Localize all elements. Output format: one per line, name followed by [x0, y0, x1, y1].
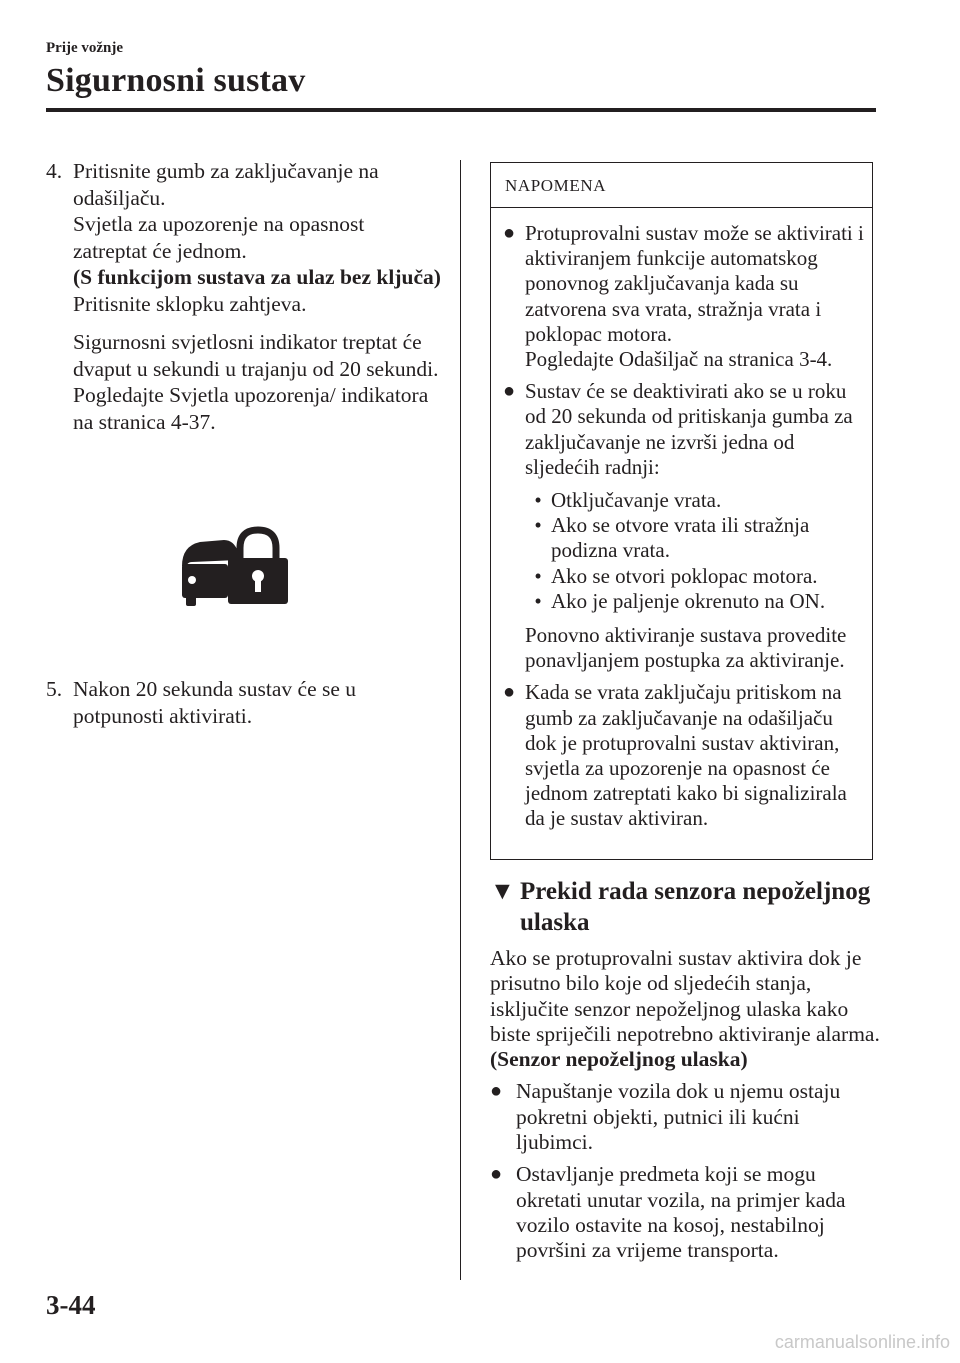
step-text: Pritisnite sklopku zahtjeva. — [73, 291, 307, 316]
sub-item: • Otključavanje vrata. — [525, 488, 866, 513]
left-column — [46, 158, 441, 435]
sub-bullet: • — [534, 588, 542, 613]
bullet-dot: ● — [490, 1080, 503, 1103]
bullet-dot: ● — [490, 1163, 503, 1186]
sub-bullet: • — [534, 563, 542, 588]
section-heading-text: Prekid rada senzora nepoželjnog ulaska — [520, 878, 871, 936]
note-bullet — [503, 379, 866, 673]
left-column-step5 — [46, 676, 441, 729]
note-bullet — [503, 680, 866, 831]
list-item: ● Ostavljanje predmeta koji se mogu okretati unutar vozila, na primjer kada vozilo ostavite na kosoj, nestabilnoj površini za vrijeme transporta. — [490, 1162, 846, 1263]
security-indicator-icon — [178, 526, 290, 608]
sub-item: • Ako se otvori poklopac motora. — [525, 564, 866, 589]
page-reference: Pogledajte Odašiljač na stranica 3-4. — [525, 347, 833, 372]
bullet-dot: ● — [503, 380, 516, 403]
note-box — [490, 162, 873, 860]
condition-label: (S funkcijom sustava za ulaz bez ključa) — [73, 265, 441, 289]
note-text: Kada se vrata zaključaju pritiskom na gumb za zaključavanje na odašiljaču dok je protuprovalni sustav aktiviran, svjetla za upozorenje na opasnost će jednom zatreptati kako bi signalizirala da je sustav aktiviran. — [525, 680, 847, 831]
step-5 — [46, 676, 441, 729]
section-intro: Ako se protuprovalni sustav aktivira dok je prisutno bilo koje od sljedećih stanja, isključite senzor nepoželjnog ulaska kako biste spriječili nepotrebno aktiviranje alarma. — [490, 946, 880, 1046]
note-text: Protuprovalni sustav može se aktivirati i aktiviranjem funkcije automatskog ponovnog zaključavanja kada su zatvorena sva vrata, stražnja vrata i poklopac motora. — [525, 221, 864, 346]
bullet-dot: ● — [503, 681, 516, 704]
note-bullet — [503, 221, 866, 372]
page-reference: Pogledajte Svjetla upozorenja/ indikatora na stranica 4-37. — [73, 383, 429, 434]
sub-bullet: • — [534, 488, 542, 513]
sub-item: • Ako se otvore vrata ili stražnja podizna vrata. — [525, 513, 866, 563]
sub-item: • Ako je paljenje okrenuto na ON. — [525, 589, 866, 614]
bullet-dot: ● — [503, 222, 516, 244]
step-text: Nakon 20 sekunda sustav će se u potpunosti aktivirati. — [73, 677, 357, 728]
step-4 — [46, 158, 441, 435]
section-body — [490, 946, 880, 1264]
note-heading: NAPOMENA — [491, 163, 872, 208]
condition-label: (Senzor nepoželjnog ulaska) — [490, 1047, 748, 1072]
note-text: Ponovno aktiviranje sustava provedite ponavljanjem postupka za aktiviranje. — [525, 623, 847, 673]
step-number: 5. — [46, 677, 63, 701]
step-paragraph: Sigurnosni svjetlosni indikator treptat će dvaput u sekundi u trajanju od 20 sekundi. — [73, 330, 439, 381]
section-heading — [490, 876, 880, 938]
step-text: Svjetla za upozorenje na opasnost zatreptat će jednom. — [73, 212, 365, 263]
watermark: carmanualsonline.info — [774, 1332, 950, 1352]
page-number: 3-44 — [46, 1290, 96, 1320]
sub-bullet: • — [534, 513, 542, 538]
step-number: 4. — [46, 159, 63, 183]
header-rule — [46, 108, 876, 112]
column-divider — [460, 160, 461, 1280]
triangle-marker-icon: ▼ — [490, 878, 515, 905]
note-text: Sustav će se deaktivirati ako se u roku od 20 sekunda od pritiskanja gumba za zaključavanje ne izvrši jedna od sljedećih radnji: — [525, 379, 853, 479]
list-item: ● Napuštanje vozila dok u njemu ostaju pokretni objekti, putnici ili kućni ljubimci. — [490, 1079, 841, 1155]
section-label: Prije vožnje — [46, 40, 124, 56]
page-title: Sigurnosni sustav — [46, 62, 306, 99]
step-text: Pritisnite gumb za zaključavanje na odašiljaču. — [73, 159, 379, 210]
